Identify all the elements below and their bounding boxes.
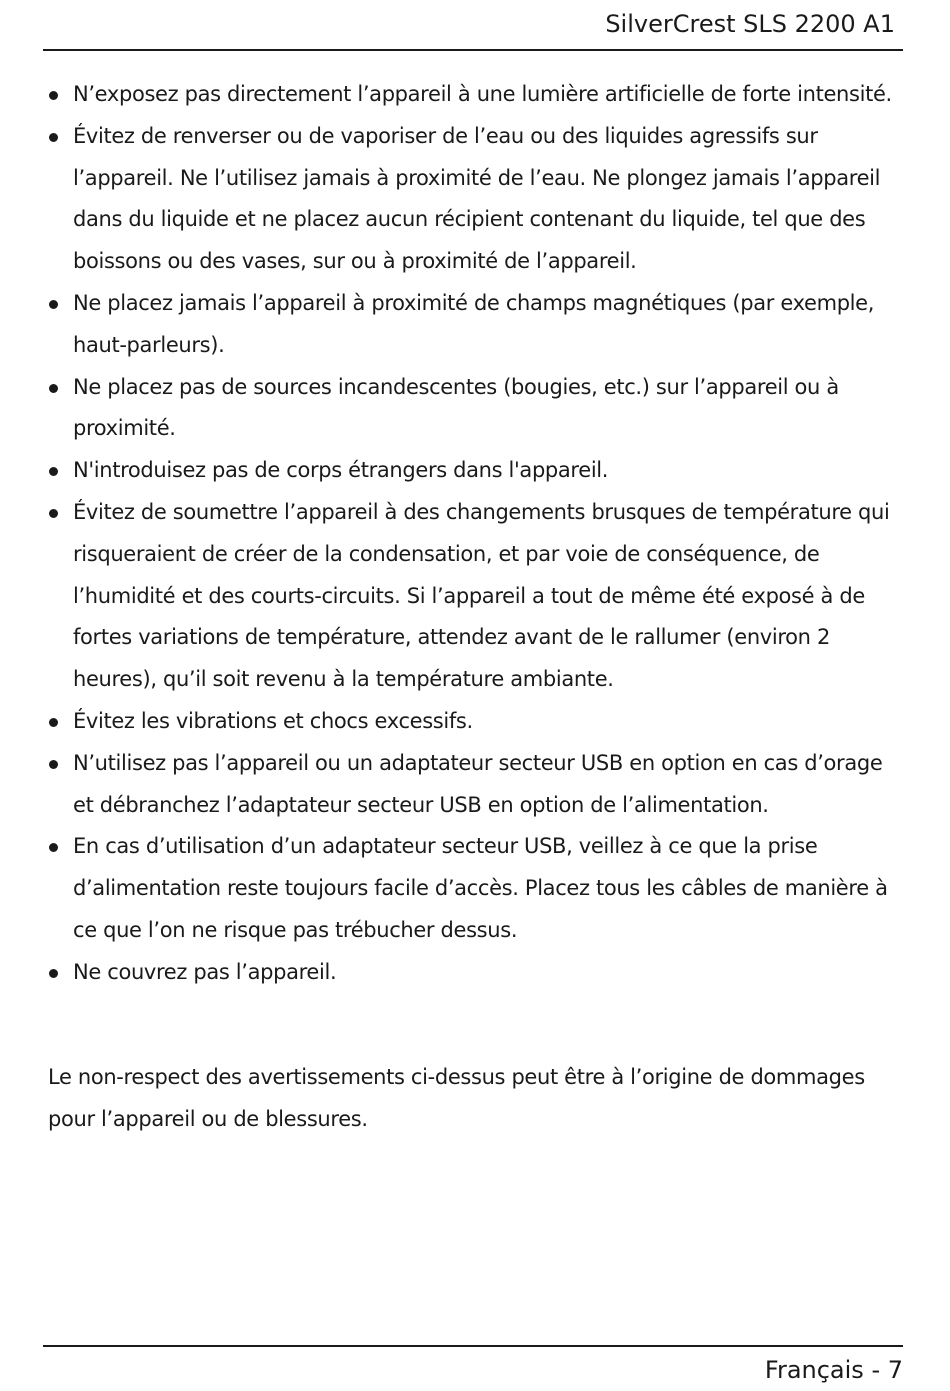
bullet-item: Évitez de soumettre l’appareil à des changements brusques de température qui risqueraient de créer de la condensation, et par voie de conséquence, de l’humidité et des courts-circuits. Si l’appareil a tout de même été exposé à de fortes variations de température, attendez avant de le rallumer (environ 2 heures), qu’il soit revenu à la température ambiante. xyxy=(48,492,903,701)
bullet-item: Ne placez pas de sources incandescentes (bougies, etc.) sur l’appareil ou à proximité. xyxy=(48,367,903,451)
bullet-item: N’exposez pas directement l’appareil à une lumière artificielle de forte intensité. xyxy=(48,74,903,116)
footer-divider xyxy=(43,1345,903,1347)
bullet-item: En cas d’utilisation d’un adaptateur secteur USB, veillez à ce que la prise d’alimentation reste toujours facile d’accès. Placez tous les câbles de manière à ce que l’on ne risque pas trébucher dessus. xyxy=(48,826,903,951)
bullet-item: Ne couvrez pas l’appareil. xyxy=(48,952,903,994)
page-number: Français - 7 xyxy=(764,1356,903,1384)
bullet-item: Ne placez jamais l’appareil à proximité de champs magnétiques (par exemple, haut-parleurs). xyxy=(48,283,903,367)
header-divider xyxy=(43,49,903,51)
conclusion-paragraph: Le non-respect des avertissements ci-dessus peut être à l’origine de dommages pour l’appareil ou de blessures. xyxy=(48,1065,865,1131)
safety-bullet-list xyxy=(48,74,903,994)
bullet-item: N'introduisez pas de corps étrangers dans l'appareil. xyxy=(48,450,903,492)
bullet-item: Évitez de renverser ou de vaporiser de l’eau ou des liquides agressifs sur l’appareil. Ne l’utilisez jamais à proximité de l’eau. Ne plongez jamais l’appareil dans du liquide et ne placez aucun récipient contenant du liquide, tel que des boissons ou des vases, sur ou à proximité de l’appareil. xyxy=(48,116,903,283)
header-title: SilverCrest SLS 2200 A1 xyxy=(605,10,895,38)
bullet-item: Évitez les vibrations et chocs excessifs. xyxy=(48,701,903,743)
bullet-item: N’utilisez pas l’appareil ou un adaptateur secteur USB en option en cas d’orage et débranchez l’adaptateur secteur USB en option de l’alimentation. xyxy=(48,743,903,827)
